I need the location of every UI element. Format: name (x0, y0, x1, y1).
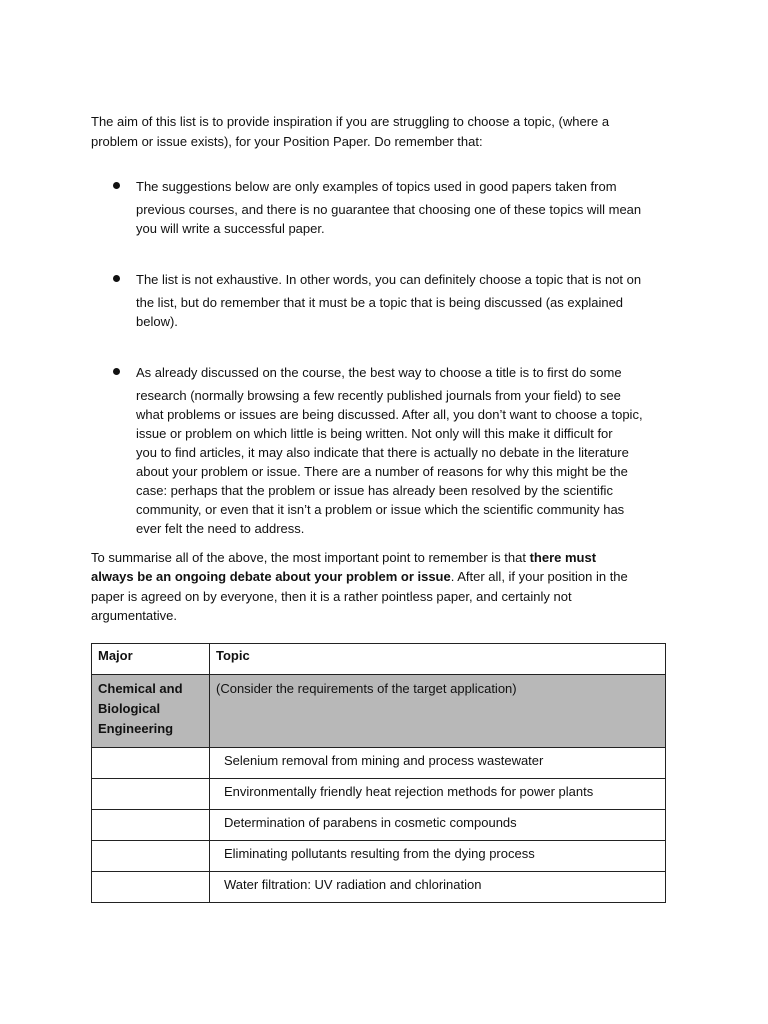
list-item (91, 362, 691, 538)
major-cell (92, 779, 210, 810)
topics-table (91, 643, 666, 903)
topic-text: Selenium removal from mining and process wastewater (224, 751, 543, 771)
topic-cell (210, 810, 666, 841)
bullet-icon (113, 182, 120, 189)
major-cell (92, 810, 210, 841)
list-item (91, 176, 691, 238)
bullet-line: ever felt the need to address. (136, 521, 305, 536)
summary-text: argumentative. (91, 607, 177, 623)
table-row (92, 841, 666, 872)
topic-text: Water filtration: UV radiation and chlorination (224, 875, 481, 895)
list-item (91, 269, 691, 331)
bullet-line: below). (136, 314, 178, 329)
topic-text: Determination of parabens in cosmetic compounds (224, 813, 517, 833)
table-row (92, 748, 666, 779)
major-cell (92, 872, 210, 903)
bullet-line: community, or even that it isn’t a problem or issue which the scientific community has (136, 502, 625, 517)
bullet-line: case: perhaps that the problem or issue has already been resolved by the scientific (136, 483, 613, 498)
table-section-row (92, 675, 666, 748)
table-row (92, 779, 666, 810)
bullet-icon (113, 275, 120, 282)
header-major: Major (98, 648, 133, 663)
topic-cell (210, 748, 666, 779)
summary-text: paper is agreed on by everyone, then it is a rather pointless paper, and certainly not (91, 588, 572, 604)
intro-line: The aim of this list is to provide inspiration if you are struggling to choose a topic, (where a (91, 114, 610, 129)
bullet-line: The list is not exhaustive. In other words, you can definitely choose a topic that is not on (136, 272, 642, 287)
header-topic: Topic (216, 648, 250, 663)
section-major-line: Chemical and (98, 681, 183, 696)
topic-cell (210, 841, 666, 872)
header-major-cell (92, 644, 210, 675)
bullet-line: The suggestions below are only examples of topics used in good papers taken from (136, 179, 617, 194)
table-header-row (92, 644, 666, 675)
section-note-cell (210, 675, 666, 748)
major-cell (92, 841, 210, 872)
bullet-line: research (normally browsing a few recently published journals from your field) to see (136, 388, 621, 403)
section-major (92, 675, 209, 743)
topic-text: Eliminating pollutants resulting from the dying process (224, 844, 535, 864)
summary-emphasis: there must (529, 550, 597, 565)
bullet-line: previous courses, and there is no guarantee that choosing one of these topics will mean (136, 202, 642, 217)
bullet-line: issue or problem on which little is being written. Not only will this make it difficult for (136, 426, 613, 441)
section-major-line: Biological (98, 701, 161, 716)
reminder-list (91, 176, 691, 569)
bullet-line: the list, but do remember that it must be a topic that is being discussed (as explained (136, 295, 624, 310)
topic-cell (210, 872, 666, 903)
bullet-icon (113, 368, 120, 375)
intro-line: problem or issue exists), for your Position Paper. Do remember that: (91, 133, 483, 149)
summary-paragraph (91, 548, 666, 625)
section-note: (Consider the requirements of the target application) (216, 681, 517, 696)
summary-emphasis: always be an ongoing debate about your problem or issue (91, 569, 451, 585)
table-row (92, 810, 666, 841)
summary-text: . After all, if your position in the (450, 569, 628, 585)
table-row (92, 872, 666, 903)
section-major-line: Engineering (98, 721, 174, 736)
bullet-line: As already discussed on the course, the best way to choose a title is to first do some (136, 365, 622, 380)
bullet-line: what problems or issues are being discussed. After all, you don’t want to choose a topic, (136, 407, 643, 422)
bullet-line: about your problem or issue. There are a number of reasons for why this might be the (136, 464, 628, 479)
topic-text: Environmentally friendly heat rejection methods for power plants (224, 782, 593, 802)
section-major-cell (92, 675, 210, 748)
header-topic-cell (210, 644, 666, 675)
summary-text: To summarise all of the above, the most important point to remember is that (91, 550, 530, 565)
topic-cell (210, 779, 666, 810)
major-cell (92, 748, 210, 779)
bullet-line: you to find articles, it may also indicate that there is actually no debate in the literature (136, 445, 629, 460)
bullet-line: you will write a successful paper. (136, 221, 325, 236)
intro-paragraph (91, 112, 671, 151)
